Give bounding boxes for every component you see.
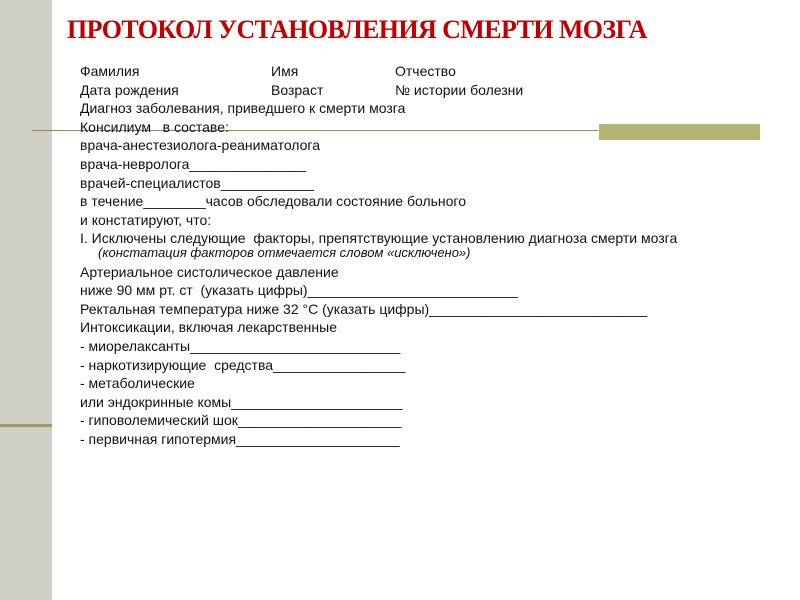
council-line: Консилиум в составе: <box>80 118 229 135</box>
neurologist-line: врача-невролога_______________ <box>80 155 307 172</box>
patronymic-label: Отчество <box>395 63 456 79</box>
page-title: ПРОТОКОЛ УСТАНОВЛЕНИЯ СМЕРТИ МОЗГА <box>67 15 647 44</box>
excluded-factors-note: (констатация факторов отмечается словом «исключено») <box>98 244 471 260</box>
narcotic-line: - наркотизирующие средства_________________ <box>80 356 406 373</box>
endocrine-coma-line: или эндокринные комы______________________ <box>80 393 403 410</box>
rectal-temperature-line: Ректальная температура ниже 32 °С (указать цифры)____________________________ <box>80 300 648 317</box>
muscle-relaxants-line: - миорелаксанты___________________________ <box>80 337 401 354</box>
left-decorative-band <box>0 0 52 600</box>
age-label: Возраст <box>271 81 324 98</box>
intoxication-line: Интоксикации, включая лекарственные <box>80 319 337 336</box>
protocol-form <box>80 62 780 448</box>
excluded-factors-line: I. Исключены следующие факторы, препятствующие установлению диагноза смерти мозга <box>80 230 678 247</box>
stated-line: и констатируют, что: <box>80 211 212 228</box>
metabolic-line: - метаболические <box>80 375 195 392</box>
birth-date-label: Дата рождения <box>80 81 179 98</box>
below-90-line: ниже 90 мм рт. ст (указать цифры)___________________________ <box>80 282 518 299</box>
header-row-2 <box>80 81 780 100</box>
header-row-1 <box>80 62 780 81</box>
anesthesiologist-line: врача-анестезиолога-реаниматолога <box>80 137 321 154</box>
diagnosis-line: Диагноз заболевания, приведшего к смерти мозга <box>80 100 406 117</box>
specialists-line: врачей-специалистов____________ <box>80 174 315 191</box>
hypovolemic-shock-line: - гиповолемический шок_____________________ <box>80 412 402 429</box>
name-label: Имя <box>271 63 299 79</box>
hypothermia-line: - первичная гипотермия_____________________ <box>80 430 400 447</box>
surname-label: Фамилия <box>80 63 140 79</box>
left-band-rule <box>0 424 52 427</box>
examination-duration-line: в течение________часов обследовали состояние больного <box>80 193 467 210</box>
arterial-pressure-line: Артериальное систолическое давление <box>80 263 339 280</box>
case-history-label: № истории болезни <box>395 81 524 98</box>
